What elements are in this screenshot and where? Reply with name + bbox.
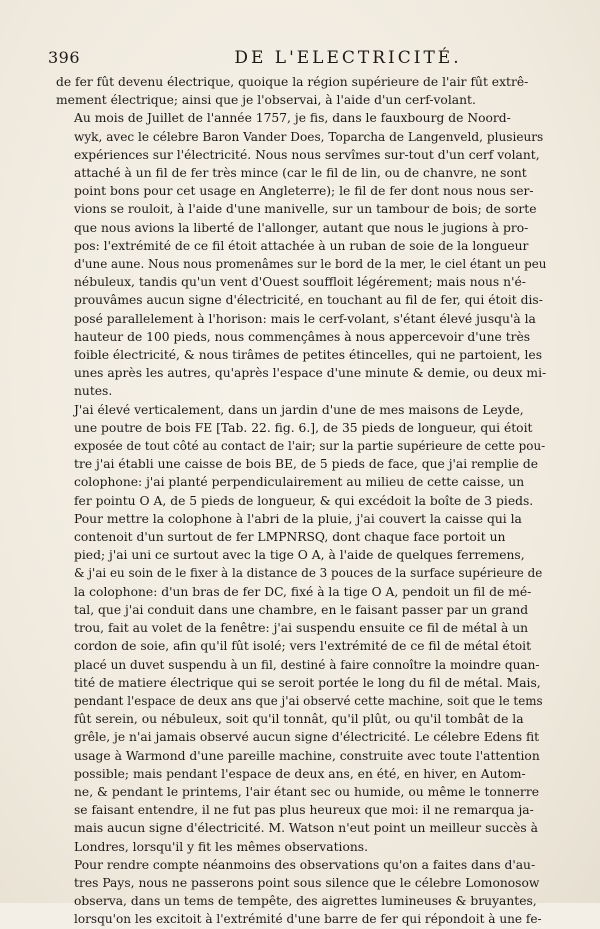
text-line: mement électrique; ainsi que je l'observai, à l'aide d'un cerf-volant. <box>56 93 476 108</box>
text-line: wyk, avec le célebre Baron Vander Does, Toparcha de Langenveld, plusieurs <box>74 129 544 144</box>
text-line: posé parallelement à l'horison: mais le cerf-volant, s'étant élevé jusqu'à la <box>74 311 536 326</box>
text-line: d'une aune. Nous nous promenâmes sur le bord de la mer, le ciel étant un peu <box>74 257 546 272</box>
text-line: prouvâmes aucun signe d'électricité, en touchant au fil de fer, qui étoit dis- <box>74 293 543 308</box>
text-line: placé un duvet suspendu à un fil, destiné à faire connoître la moindre quan- <box>74 657 540 672</box>
body-text <box>56 73 546 929</box>
text-line: nébuleux, tandis qu'un vent d'Ouest souffloit légérement; mais nous n'é- <box>74 275 526 290</box>
text-line: trou, fait au volet de la fenêtre: j'ai suspendu ensuite ce fil de métal à un <box>74 621 529 636</box>
text-line: tité de matiere électrique qui se seroit portée le long du fil de métal. Mais, <box>74 675 541 690</box>
text-line: expériences sur l'électricité. Nous nous servîmes sur-tout d'un cerf volant, <box>74 147 540 162</box>
text-line: pos: l'extrémité de ce fil étoit attachée à un ruban de soie de la longueur <box>74 238 529 253</box>
text-line: vions se rouloit, à l'aide d'une manivelle, sur un tambour de bois; de sorte <box>74 202 537 217</box>
text-line: usage à Warmond d'une pareille machine, construite avec toute l'attention <box>74 748 540 763</box>
text-line: possible; mais pendant l'espace de deux ans, en été, en hiver, en Autom- <box>74 766 526 781</box>
text-line: contenoit d'un surtout de fer LMPNRSQ, dont chaque face portoit un <box>74 530 506 545</box>
text-line: fût serein, ou nébuleux, soit qu'il tonnât, qu'il plût, ou qu'il tombât de la <box>74 712 524 727</box>
paragraph <box>56 73 546 109</box>
text-line: fer pointu O A, de 5 pieds de longueur, & qui excédoit la boîte de 3 pieds. <box>74 493 534 508</box>
text-line: tres Pays, nous ne passerons point sous silence que le célebre Lomonosow <box>74 875 540 890</box>
text-line: Londres, lorsqu'il y fit les mêmes observations. <box>74 839 368 854</box>
text-line: J'ai élevé verticalement, dans un jardin d'une de mes maisons de Leyde, <box>74 402 524 417</box>
text-line: grêle, je n'ai jamais observé aucun signe d'électricité. Le célebre Edens fit <box>74 730 540 745</box>
text-line: hauteur de 100 pieds, nous commençâmes à nous appercevoir d'une très <box>74 329 531 344</box>
text-line: se faisant entendre, il ne fut pas plus heureux que moi: il ne remarqua ja- <box>74 803 534 818</box>
text-line: lorsqu'on les excitoit à l'extrémité d'une barre de fer qui répondoit à une fe- <box>74 912 542 927</box>
text-line: & j'ai eu soin de le fixer à la distance de 3 pouces de la surface supérieure de <box>74 566 543 581</box>
paragraph <box>56 109 546 400</box>
text-line: Pour rendre compte néanmoins des observations qu'on a faites dans d'au- <box>74 857 536 872</box>
text-line: la colophone: d'un bras de fer DC, fixé à la tige O A, pendoit un fil de mé- <box>74 584 532 599</box>
text-line: cordon de soie, afin qu'il fût isolé; vers l'extrémité de ce fil de métal étoit <box>74 639 532 654</box>
page-number: 396 <box>48 48 81 67</box>
text-line: colophone: j'ai planté perpendiculairement au milieu de cette caisse, un <box>74 475 525 490</box>
page-header <box>48 48 548 72</box>
text-line: que nous avions la liberté de l'allonger, autant que nous le jugions à pro- <box>74 220 529 235</box>
text-line: tal, que j'ai conduit dans une chambre, en le faisant passer par un grand <box>74 602 529 617</box>
text-line: point bons pour cet usage en Angleterre); le fil de fer dont nous nous ser- <box>74 184 534 199</box>
text-line: de fer fût devenu électrique, quoique la région supérieure de l'air fût extrê- <box>56 75 529 89</box>
text-line: pendant l'espace de deux ans que j'ai observé cette machine, soit que le tems <box>74 693 543 708</box>
text-line: nutes. <box>74 384 113 399</box>
text-line: une poutre de bois FE [Tab. 22. fig. 6.], de 35 pieds de longueur, qui étoit <box>74 420 533 435</box>
text-line: mais aucun signe d'électricité. M. Watson n'eut point un meilleur succès à <box>74 821 538 836</box>
running-title: DE L'ELECTRICITÉ. <box>234 48 462 68</box>
paragraph <box>56 856 546 929</box>
text-line: tre j'ai établi une caisse de bois BE, de 5 pieds de face, que j'ai remplie de <box>74 457 538 472</box>
text-line: unes après les autres, qu'après l'espace d'une minute & demie, ou deux mi- <box>74 366 546 381</box>
text-line: attaché à un fil de fer très mince (car le fil de lin, ou de chanvre, ne sont <box>74 166 527 181</box>
text-line: ne, & pendant le printems, l'air étant sec ou humide, ou même le tonnerre <box>74 784 539 799</box>
text-line: Pour mettre la colophone à l'abri de la pluie, j'ai couvert la caisse qui la <box>74 511 522 526</box>
text-line: Au mois de Juillet de l'année 1757, je fis, dans le fauxbourg de Noord- <box>74 111 511 126</box>
text-line: pied; j'ai uni ce surtout avec la tige O A, à l'aide de quelques ferremens, <box>74 548 525 563</box>
paragraph <box>56 401 546 856</box>
text-line: foible électricité, & nous tirâmes de petites étincelles, qui ne partoient, les <box>74 348 543 363</box>
text-line: observa, dans un tems de tempête, des aigrettes lumineuses & bruyantes, <box>74 894 537 909</box>
text-line: exposée de tout côté au contact de l'air; sur la partie supérieure de cette pou- <box>74 439 546 454</box>
